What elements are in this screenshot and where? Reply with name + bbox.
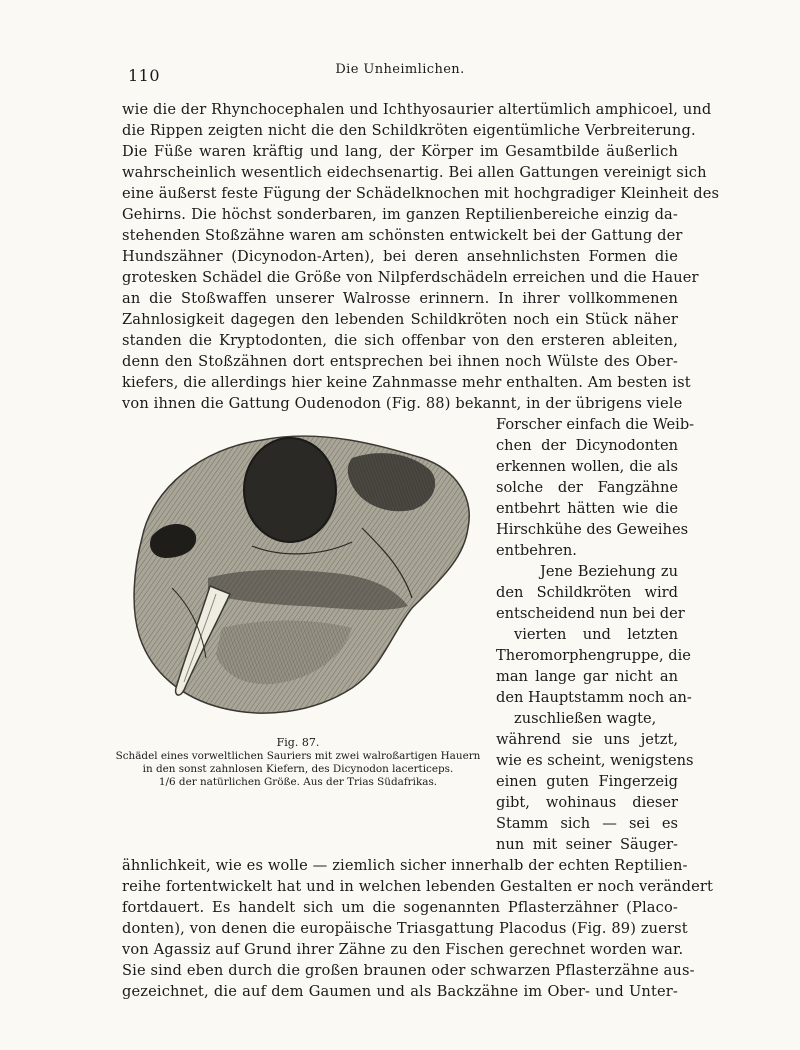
text-line: gezeichnet, die auf dem Gaumen und als Backzähne im Ober- und Unter- — [122, 983, 678, 1000]
wrap-text-line: Stamm sich — sei es — [496, 815, 678, 832]
wrap-text-line: während sie uns jetzt, — [496, 731, 678, 748]
text-line: fortdauert. Es handelt sich um die sogenannten Pflasterzähner (Placo- — [122, 899, 678, 916]
text-line: eine äußerst feste Fügung der Schädelknochen mit hochgradiger Kleinheit des — [122, 185, 720, 202]
text-line: an die Stoßwaffen unserer Walrosse erinnern. In ihrer vollkommenen — [122, 290, 678, 307]
figure-caption-line: Schädel eines vorweltlichen Sauriers mit zwei walroßartigen Hauern — [115, 750, 481, 762]
wrap-text-line: den Schildkröten wird — [496, 584, 678, 601]
wrap-text-line: man lange gar nicht an — [496, 668, 678, 685]
skull-illustration — [112, 418, 478, 730]
text-line: reihe fortentwickelt hat und in welchen lebenden Gestalten er noch verändert — [122, 878, 714, 895]
text-line: donten), von denen die europäische Triasgattung Placodus (Fig. 89) zuerst — [122, 920, 688, 937]
running-title: Die Unheimlichen. — [335, 62, 465, 77]
text-line: Sie sind eben durch die großen braunen oder schwarzen Pflasterzähne aus- — [122, 962, 695, 979]
text-line: denn den Stoßzähnen dort entsprechen bei ihnen noch Wülste des Ober- — [122, 353, 678, 370]
skull-engraving-figure — [112, 418, 478, 730]
text-line: Zahnlosigkeit dagegen den lebenden Schildkröten noch ein Stück näher — [122, 311, 678, 328]
text-line: wie die der Rhynchocephalen und Ichthyosaurier altertümlich amphicoel, und — [122, 101, 712, 118]
text-line: standen die Kryptodonten, die sich offenbar von den ersteren ableiten, — [122, 332, 678, 349]
wrap-text-line: Hirschkühe des Geweihes — [496, 521, 689, 538]
wrap-text-line: zuschließen wagte, — [514, 710, 657, 727]
text-line: stehenden Stoßzähne waren am schönsten entwickelt bei der Gattung der — [122, 227, 683, 244]
wrap-text-line: solche der Fangzähne — [496, 479, 678, 496]
wrap-text-line: den Hauptstamm noch an- — [496, 689, 692, 706]
wrap-text-line: entbehren. — [496, 542, 577, 559]
text-line: wahrscheinlich wesentlich eidechsenartig. Bei allen Gattungen vereinigt sich — [122, 164, 707, 181]
text-line: von Agassiz auf Grund ihrer Zähne zu den Fischen gerechnet worden war. — [122, 941, 684, 958]
wrap-text-line: chen der Dicynodonten — [496, 437, 678, 454]
text-line: ähnlichkeit, wie es wolle — ziemlich sicher innerhalb der echten Reptilien- — [122, 857, 688, 874]
wrap-text-line: wie es scheint, wenigstens — [496, 752, 694, 769]
figure-caption-line: in den sonst zahnlosen Kiefern, des Dicynodon lacerticeps. — [142, 763, 454, 775]
text-line: Die Füße waren kräftig und lang, der Körper im Gesamtbilde äußerlich — [122, 143, 678, 160]
figure-label: Fig. 87. — [276, 736, 320, 749]
wrap-text-line: einen guten Fingerzeig — [496, 773, 678, 790]
wrap-text-line: nun mit seiner Säuger- — [496, 836, 678, 853]
wrap-text-line: Forscher einfach die Weib- — [496, 416, 695, 433]
text-line: die Rippen zeigten nicht die den Schildkröten eigentümliche Verbreiterung. — [122, 122, 696, 139]
figure-caption-line: 1/6 der natürlichen Größe. Aus der Trias Südafrikas. — [158, 776, 438, 788]
wrap-text-line: Theromorphengruppe, die — [496, 647, 691, 664]
text-line: Hundszähner (Dicynodon-Arten), bei deren ansehnlichsten Formen die — [122, 248, 678, 265]
wrap-text-line: erkennen wollen, die als — [496, 458, 678, 475]
wrap-text-line: Jene Beziehung zu — [540, 563, 678, 580]
wrap-text-line: entscheidend nun bei der — [496, 605, 685, 622]
text-line: grotesken Schädel die Größe von Nilpferdschädeln erreichen und die Hauer — [122, 269, 699, 286]
text-line: kiefers, die allerdings hier keine Zahnmasse mehr enthalten. Am besten ist — [122, 374, 691, 391]
page-number: 110 — [128, 66, 161, 85]
text-line: von ihnen die Gattung Oudenodon (Fig. 88) bekannt, in der übrigens viele — [122, 395, 683, 412]
wrap-text-line: gibt, wohinaus dieser — [496, 794, 678, 811]
wrap-text-line: entbehrt hätten wie die — [496, 500, 678, 517]
text-line: Gehirns. Die höchst sonderbaren, im ganzen Reptilienbereiche einzig da- — [122, 206, 678, 223]
wrap-text-line: vierten und letzten — [514, 626, 678, 643]
